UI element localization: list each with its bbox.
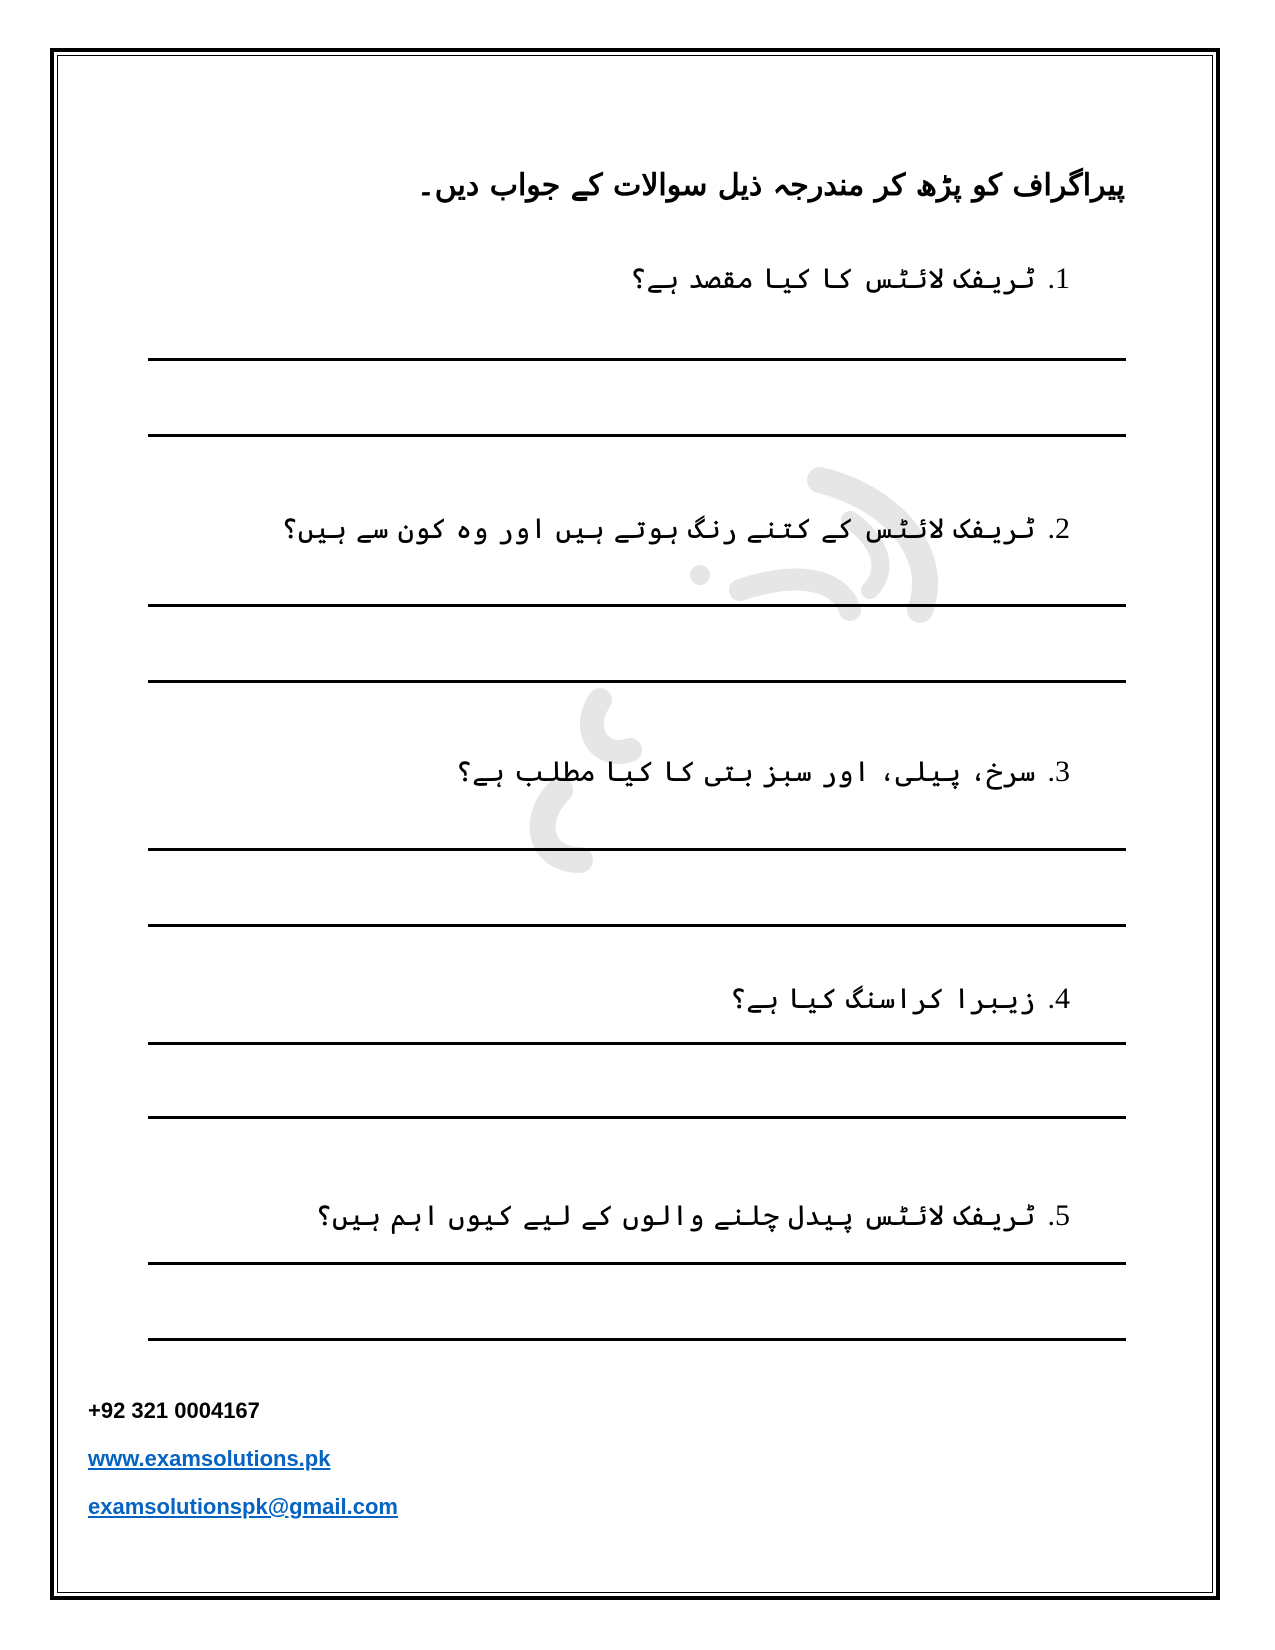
question-3 [456,755,1070,789]
question-number: 1. [1047,262,1070,295]
question-number: 4. [1047,982,1070,1015]
answer-line[interactable] [148,1042,1126,1045]
answer-line[interactable] [148,680,1126,683]
instruction-heading: پیراگراف کو پڑھ کر مندرجہ ذیل سوالات کے جواب دیں۔ [417,168,1125,203]
question-number: 3. [1047,755,1070,788]
question-number: 5. [1047,1199,1070,1232]
answer-line[interactable] [148,1338,1126,1341]
question-4 [730,982,1070,1016]
answer-line[interactable] [148,848,1126,851]
answer-line[interactable] [148,358,1126,361]
answer-line[interactable] [148,434,1126,437]
website-link[interactable]: www.examsolutions.pk [88,1446,331,1471]
question-text: ٹریفک لائٹس کے کتنے رنگ ہوتے ہیں اور وہ کون سے ہیں؟ [281,512,1036,545]
answer-line[interactable] [148,604,1126,607]
question-text: ٹریفک لائٹس کا کیا مقصد ہے؟ [630,262,1036,295]
question-1 [630,262,1070,296]
answer-line[interactable] [148,1116,1126,1119]
email-link[interactable]: examsolutionspk@gmail.com [88,1494,398,1519]
question-5 [316,1199,1070,1233]
answer-line[interactable] [148,1262,1126,1265]
question-number: 2. [1047,512,1070,545]
answer-line[interactable] [148,924,1126,927]
question-text: سرخ، پیلی، اور سبز بتی کا کیا مطلب ہے؟ [455,755,1036,788]
question-2 [281,512,1070,546]
contact-phone: +92 321 0004167 [88,1398,260,1423]
question-text: ٹریفک لائٹس پیدل چلنے والوں کے لیے کیوں اہم ہیں؟ [315,1199,1036,1232]
question-text: زیبرا کراسنگ کیا ہے؟ [729,982,1036,1015]
